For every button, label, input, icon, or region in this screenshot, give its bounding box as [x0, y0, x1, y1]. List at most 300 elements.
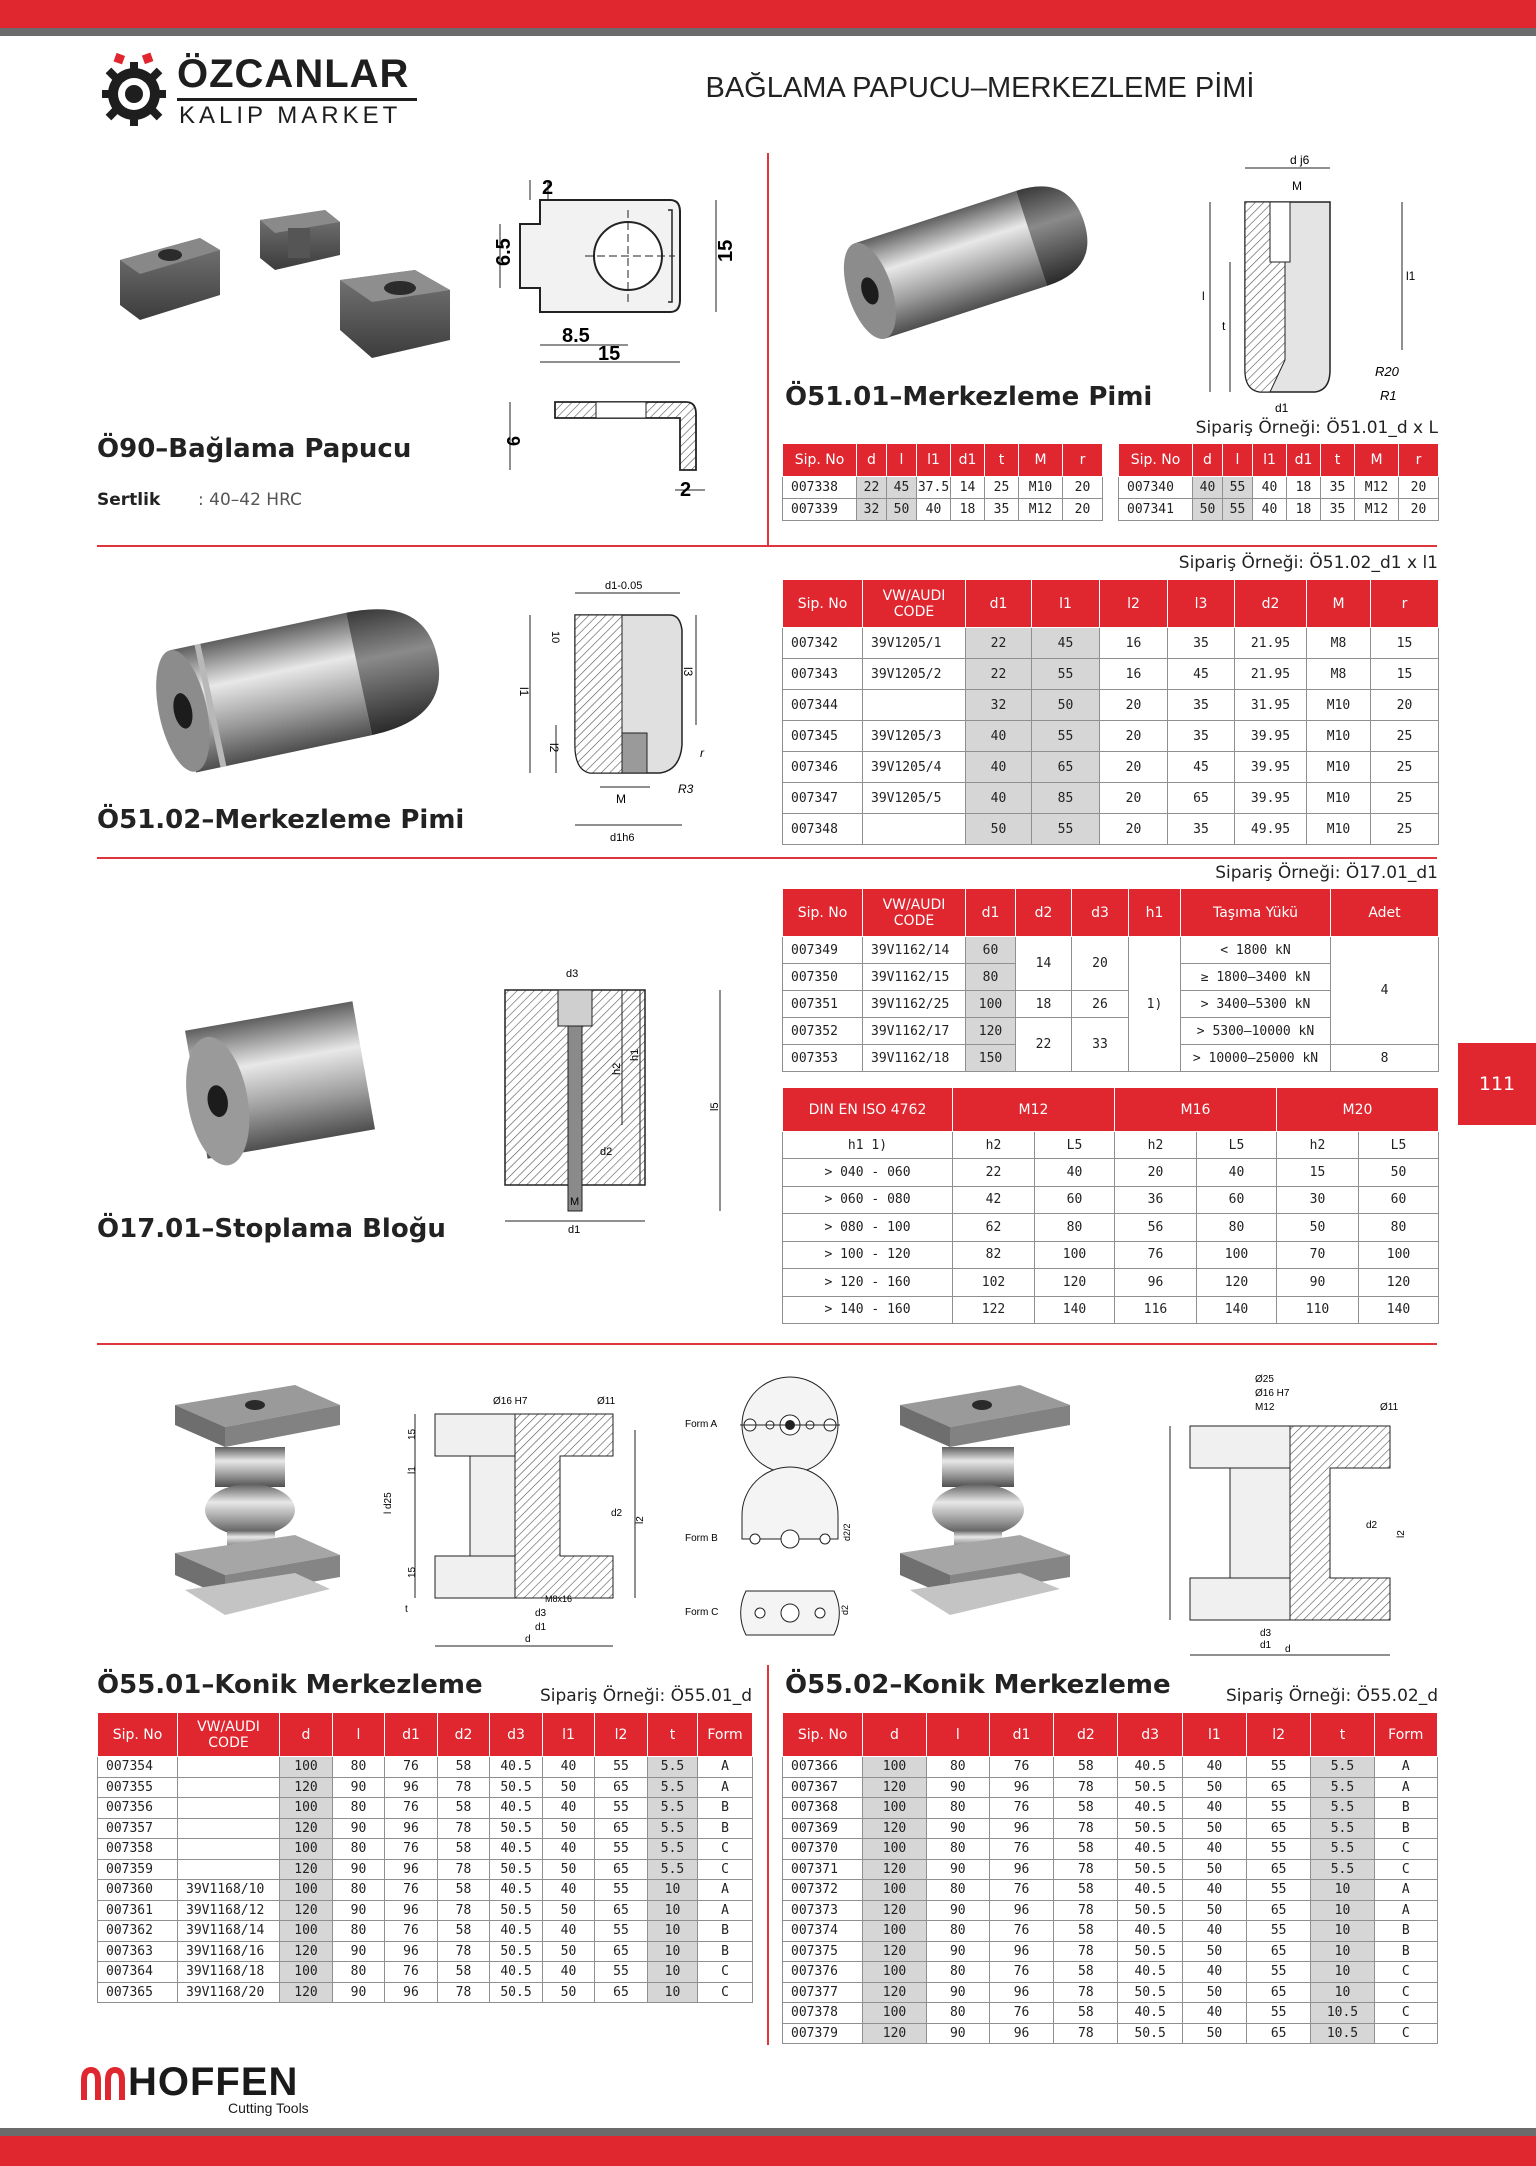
konik-5502-product-image	[890, 1375, 1080, 1630]
table-cell: 100	[280, 1798, 333, 1819]
label-m: M	[616, 792, 626, 806]
table-cell: 120	[863, 1982, 926, 2003]
table-cell: M12	[1355, 499, 1399, 521]
label-r3: R3	[678, 782, 694, 796]
table-cell: > 040 - 060	[783, 1159, 953, 1187]
pin-5101-product-image	[835, 170, 1095, 350]
table-cell: C	[1374, 1962, 1437, 1983]
table-cell: 10	[1311, 1982, 1374, 2003]
table-cell: 39.95	[1235, 783, 1307, 814]
table-cell: 007339	[783, 499, 857, 521]
table-cell: 40.5	[490, 1921, 543, 1942]
table-cell: A	[698, 1777, 753, 1798]
table-cell: 100	[863, 1839, 926, 1860]
header-cell: Form	[1374, 1713, 1437, 1757]
label-d2: d2	[611, 1508, 623, 1519]
table-cell: 55	[1247, 1798, 1311, 1819]
top-red-bar	[0, 0, 1536, 28]
table-cell: 78	[1054, 1818, 1118, 1839]
label-l2: l2	[1396, 1530, 1407, 1538]
table-cell: C	[1374, 1859, 1437, 1880]
table-cell: 50.5	[490, 1941, 543, 1962]
table-cell: 50.5	[1118, 1777, 1182, 1798]
table-cell: 96	[989, 1818, 1053, 1839]
header-cell: d1	[951, 444, 985, 477]
table-cell: 58	[1054, 1880, 1118, 1901]
table-cell: M10	[1307, 814, 1371, 845]
label-form-a: Form A	[685, 1419, 718, 1430]
table-cell: 31.95	[1235, 690, 1307, 721]
header-cell: d3	[490, 1713, 543, 1757]
table-cell: 58	[1054, 1798, 1118, 1819]
label-dj6: d j6	[1290, 153, 1310, 167]
header-cell: M	[1355, 444, 1399, 477]
table-cell: 25	[985, 477, 1019, 499]
s5101-table-a	[782, 443, 1103, 521]
label-form-c: Form C	[685, 1607, 719, 1618]
table-cell: 122	[953, 1296, 1035, 1324]
table-cell: 39V1162/15	[863, 964, 966, 991]
table-cell: 50	[1193, 499, 1223, 521]
table-cell: 35	[1168, 628, 1235, 659]
table-cell: 96	[989, 1900, 1053, 1921]
brand-logo	[95, 48, 425, 134]
table-cell: 007371	[783, 1859, 863, 1880]
table-cell: 5.5	[648, 1839, 698, 1860]
label-form-b: Form B	[685, 1533, 718, 1544]
table-cell: 39V1205/2	[863, 659, 966, 690]
table-cell: 50.5	[490, 1982, 543, 2003]
hardness-value: : 40–42 HRC	[198, 490, 302, 510]
table-cell: 007366	[783, 1757, 863, 1778]
label-l: l	[1202, 289, 1205, 303]
table-cell: 85	[1032, 783, 1100, 814]
header-cell: t	[1311, 1713, 1374, 1757]
footer-brand-name: HOFFEN	[128, 2060, 299, 2104]
din-header-cell: M16	[1115, 1088, 1277, 1132]
table-cell: 96	[989, 1941, 1053, 1962]
table-row	[783, 1839, 1438, 1860]
hoffen-logo-icon	[78, 2066, 128, 2102]
label-15a: 15	[407, 1428, 418, 1440]
label-t: t	[405, 1604, 408, 1615]
table-cell: 30	[1277, 1186, 1359, 1214]
table-cell: 58	[438, 1798, 490, 1819]
table-cell: 18	[1016, 991, 1072, 1018]
table-cell: 50.5	[1118, 1818, 1182, 1839]
table-cell: A	[1374, 1777, 1437, 1798]
table-cell: 007356	[98, 1798, 178, 1819]
table-cell: 76	[385, 1921, 438, 1942]
table-cell: 90	[333, 1777, 385, 1798]
table-cell: 20	[1063, 477, 1103, 499]
page-title: BAĞLAMA PAPUCU–MERKEZLEME PİMİ	[705, 72, 1255, 104]
label-l1: l1	[1406, 269, 1416, 283]
table-cell: 40.5	[1118, 1798, 1182, 1819]
table-cell: 40	[1182, 2003, 1246, 2024]
table-cell: M10	[1307, 783, 1371, 814]
table-cell: 45	[1032, 628, 1100, 659]
table-cell: 78	[438, 1777, 490, 1798]
table-cell: 78	[1054, 1982, 1118, 2003]
table-cell: 39V1168/16	[178, 1941, 280, 1962]
table-cell: A	[698, 1757, 753, 1778]
table-cell: A	[1374, 1880, 1437, 1901]
table-row	[98, 1921, 753, 1942]
table-row	[98, 1880, 753, 1901]
table-cell: 20	[1115, 1159, 1197, 1187]
din-header-cell: M20	[1277, 1088, 1439, 1132]
table-cell: 40	[1253, 477, 1287, 499]
logo-top-text: ÖZCANLAR	[177, 52, 410, 96]
table-row	[783, 1921, 1438, 1942]
label-l2: l2	[547, 743, 561, 753]
table-cell: 100	[863, 1962, 926, 1983]
table-cell	[863, 690, 966, 721]
table-cell: 80	[926, 2003, 989, 2024]
s5501-order: Sipariş Örneği: Ö55.01_d	[540, 1686, 752, 1706]
table-cell: 35	[985, 499, 1019, 521]
table-cell: 58	[438, 1757, 490, 1778]
table-cell: 80	[926, 1962, 989, 1983]
table-cell: 90	[333, 1982, 385, 2003]
table-cell: 007342	[783, 628, 863, 659]
din-subheader-cell: h2	[1277, 1132, 1359, 1159]
table-cell: C	[698, 1962, 753, 1983]
table-cell: 120	[280, 1941, 333, 1962]
table-cell: 50	[543, 1982, 595, 2003]
table-cell: 22	[1016, 1018, 1072, 1072]
header-cell: l1	[543, 1713, 595, 1757]
table-cell: 40.5	[1118, 1921, 1182, 1942]
table-cell: 007354	[98, 1757, 178, 1778]
header-cell: r	[1063, 444, 1103, 477]
table-cell: 10	[1311, 1941, 1374, 1962]
table-cell: 76	[385, 1839, 438, 1860]
table-cell: 007372	[783, 1880, 863, 1901]
clamp-technical-drawing	[490, 170, 770, 510]
table-cell: > 5300–10000 kN	[1181, 1018, 1331, 1045]
table-cell: 120	[1197, 1269, 1277, 1297]
table-cell: 50	[1359, 1159, 1439, 1187]
table-cell: 40	[966, 721, 1032, 752]
table-cell: 90	[926, 2023, 989, 2044]
table-cell: ≥ 1800–3400 kN	[1181, 964, 1331, 991]
header-cell: r	[1371, 580, 1439, 628]
bottom-red-bar	[0, 2136, 1536, 2166]
table-cell: 007365	[98, 1982, 178, 2003]
table-cell: 120	[280, 1818, 333, 1839]
table-cell: 5.5	[648, 1777, 698, 1798]
header-cell: Sip. No	[1119, 444, 1193, 477]
header-cell: l2	[1247, 1713, 1311, 1757]
table-row	[783, 1214, 1439, 1242]
table-cell: 100	[280, 1839, 333, 1860]
table-cell: 96	[385, 1900, 438, 1921]
top-grey-bar	[0, 28, 1536, 36]
table-cell: 78	[438, 1900, 490, 1921]
table-cell: 007340	[1119, 477, 1193, 499]
s5502-order: Sipariş Örneği: Ö55.02_d	[1226, 1686, 1438, 1706]
table-cell: 007370	[783, 1839, 863, 1860]
table-cell: 76	[989, 1880, 1053, 1901]
table-cell: 96	[385, 1859, 438, 1880]
table-cell: 32	[966, 690, 1032, 721]
table-cell: M10	[1307, 721, 1371, 752]
table-cell: 65	[1247, 1859, 1311, 1880]
table-cell: B	[698, 1941, 753, 1962]
table-cell: 10	[648, 1962, 698, 1983]
table-cell: 40	[1193, 477, 1223, 499]
table-cell: 14	[951, 477, 985, 499]
table-cell: 40	[1197, 1159, 1277, 1187]
label-o11: Ø11	[597, 1396, 616, 1407]
table-cell: 10	[648, 1941, 698, 1962]
table-cell: 20	[1371, 690, 1439, 721]
table-cell: 65	[1168, 783, 1235, 814]
table-cell: 007363	[98, 1941, 178, 1962]
table-cell: 007379	[783, 2023, 863, 2044]
label-m12: M12	[1255, 1402, 1275, 1413]
table-cell: 40	[1035, 1159, 1115, 1187]
table-cell: 15	[1277, 1159, 1359, 1187]
din-subheader-cell: h1 1)	[783, 1132, 953, 1159]
table-cell: 80	[1197, 1214, 1277, 1242]
table-row	[783, 721, 1439, 752]
table-cell: M12	[1355, 477, 1399, 499]
table-cell: 102	[953, 1269, 1035, 1297]
table-row	[98, 1839, 753, 1860]
table-cell	[178, 1777, 280, 1798]
label-d1tol: d1-0.05	[605, 580, 643, 592]
din-subheader-cell: L5	[1197, 1132, 1277, 1159]
table-cell: 110	[1277, 1296, 1359, 1324]
s1701-title: Ö17.01–Stoplama Bloğu	[97, 1214, 446, 1244]
table-row	[783, 1880, 1438, 1901]
label-l5: l5	[709, 1102, 721, 1111]
table-cell: 140	[1197, 1296, 1277, 1324]
label-l1: l1	[407, 1466, 418, 1474]
table-cell: 39V1205/3	[863, 721, 966, 752]
table-cell: 50	[966, 814, 1032, 845]
table-cell: 007355	[98, 1777, 178, 1798]
table-cell: 65	[1247, 2023, 1311, 2044]
table-cell: 96	[385, 1818, 438, 1839]
table-row	[783, 1982, 1438, 2003]
table-cell: 20	[1100, 752, 1168, 783]
table-cell: 39V1168/18	[178, 1962, 280, 1983]
label-l1: l1	[517, 687, 531, 697]
table-cell: 007344	[783, 690, 863, 721]
table-cell: 007375	[783, 1941, 863, 1962]
s1701-order: Sipariş Örneği: Ö17.01_d1	[1215, 863, 1438, 883]
table-cell: 50.5	[1118, 2023, 1182, 2044]
table-cell: 007376	[783, 1962, 863, 1983]
table-cell: 40.5	[490, 1962, 543, 1983]
table-cell: 39.95	[1235, 721, 1307, 752]
table-cell: 120	[280, 1900, 333, 1921]
header-cell: Sip. No	[783, 580, 863, 628]
table-cell: 40	[1182, 1798, 1246, 1819]
table-cell: 10	[648, 1900, 698, 1921]
table-row	[783, 1941, 1438, 1962]
table-cell: 10	[1311, 1921, 1374, 1942]
table-cell: 76	[989, 1962, 1053, 1983]
table-cell: 007346	[783, 752, 863, 783]
header-cell: l2	[1100, 580, 1168, 628]
table-row	[783, 1818, 1438, 1839]
table-row	[783, 752, 1439, 783]
label-d3: d3	[1260, 1628, 1272, 1639]
header-cell: d	[280, 1713, 333, 1757]
table-cell: 007345	[783, 721, 863, 752]
table-cell: 40	[966, 752, 1032, 783]
table-cell: 100	[863, 1880, 926, 1901]
label-o16: Ø16 H7	[493, 1396, 528, 1407]
table-cell: 78	[438, 1859, 490, 1880]
label-r20: R20	[1375, 364, 1399, 379]
table-cell: 18	[1287, 477, 1321, 499]
table-cell: 60	[1359, 1186, 1439, 1214]
table-cell: 007357	[98, 1818, 178, 1839]
label-d: d	[1285, 1644, 1291, 1655]
label-10: 10	[549, 631, 561, 644]
table-cell: 62	[953, 1214, 1035, 1242]
table-cell: 50	[543, 1818, 595, 1839]
dim-b: 6.5	[493, 238, 515, 266]
table-cell	[863, 814, 966, 845]
clamp-product-image	[110, 200, 450, 370]
table-cell: 90	[1277, 1269, 1359, 1297]
table-cell: 22	[966, 659, 1032, 690]
table-cell: 16	[1100, 628, 1168, 659]
table-cell: 58	[1054, 2003, 1118, 2024]
table-cell: 39V1162/18	[863, 1045, 966, 1072]
footer-brand	[78, 2060, 338, 2120]
table-cell: 39.95	[1235, 752, 1307, 783]
table-cell: 120	[863, 1818, 926, 1839]
table-cell: 50	[543, 1859, 595, 1880]
table-cell: 100	[1035, 1241, 1115, 1269]
table-cell: 40	[543, 1839, 595, 1860]
table-cell: 80	[333, 1962, 385, 1983]
divider-h3	[97, 1343, 1437, 1345]
table-cell: 78	[1054, 2023, 1118, 2044]
table-cell: > 100 - 120	[783, 1241, 953, 1269]
table-cell: 007343	[783, 659, 863, 690]
table-cell: 80	[333, 1757, 385, 1778]
table-cell: 39V1162/25	[863, 991, 966, 1018]
table-row	[98, 1962, 753, 1983]
table-cell: 5.5	[1311, 1798, 1374, 1819]
table-row	[98, 1818, 753, 1839]
table-cell: 20	[1399, 477, 1439, 499]
table-cell: 80	[926, 1880, 989, 1901]
table-cell: 36	[1115, 1186, 1197, 1214]
table-cell: 78	[1054, 1859, 1118, 1880]
table-cell: 10.5	[1311, 2023, 1374, 2044]
table-cell: 007364	[98, 1962, 178, 1983]
table-cell: 76	[385, 1962, 438, 1983]
table-cell: > 140 - 160	[783, 1296, 953, 1324]
table-cell: 20	[1072, 937, 1129, 991]
table-cell: 80	[1035, 1214, 1115, 1242]
table-cell: 50	[1182, 1982, 1246, 2003]
table-cell: 40	[1182, 1757, 1246, 1778]
din-subheader-cell: h2	[953, 1132, 1035, 1159]
label-m8: M8x16	[545, 1594, 573, 1604]
table-cell: 35	[1321, 477, 1355, 499]
table-cell: 007338	[783, 477, 857, 499]
table-cell: 40.5	[1118, 1839, 1182, 1860]
table-cell: 40	[543, 1757, 595, 1778]
header-cell: d1	[1287, 444, 1321, 477]
header-cell: d	[863, 1713, 926, 1757]
header-cell: r	[1399, 444, 1439, 477]
table-cell: 90	[926, 1859, 989, 1880]
header-cell: l	[1223, 444, 1253, 477]
table-cell: 26	[1072, 991, 1129, 1018]
table-cell: 96	[989, 1777, 1053, 1798]
s5501-table	[97, 1712, 753, 2003]
table-cell: 55	[595, 1880, 648, 1901]
table-cell: 39V1168/20	[178, 1982, 280, 2003]
table-cell: 007349	[783, 937, 863, 964]
table-cell: 5.5	[1311, 1757, 1374, 1778]
table-cell: 78	[1054, 1900, 1118, 1921]
table-row	[783, 1859, 1438, 1880]
din-subheader-cell: h2	[1115, 1132, 1197, 1159]
table-cell: 39V1162/17	[863, 1018, 966, 1045]
table-cell: 80	[333, 1839, 385, 1860]
table-cell: 150	[966, 1045, 1016, 1072]
table-cell: 40	[1182, 1880, 1246, 1901]
table-cell: 40.5	[490, 1839, 543, 1860]
table-cell: 100	[863, 1921, 926, 1942]
table-cell: 65	[1247, 1900, 1311, 1921]
table-cell: 007341	[1119, 499, 1193, 521]
label-d1: d1	[1275, 401, 1289, 415]
table-cell	[178, 1859, 280, 1880]
table-cell: 007378	[783, 2003, 863, 2024]
label-d1: d1	[1260, 1640, 1272, 1651]
table-row	[783, 1777, 1438, 1798]
table-cell: 007352	[783, 1018, 863, 1045]
table-cell: 100	[1197, 1241, 1277, 1269]
table-cell: 42	[953, 1186, 1035, 1214]
table-cell: > 060 - 080	[783, 1186, 953, 1214]
table-row	[783, 1798, 1438, 1819]
table-cell: 50	[1182, 1818, 1246, 1839]
label-d1: d1	[535, 1622, 547, 1633]
s5501-title: Ö55.01–Konik Merkezleme	[97, 1670, 483, 1700]
table-cell: 120	[1359, 1269, 1439, 1297]
header-cell: l3	[1168, 580, 1235, 628]
label-d3: d3	[535, 1608, 547, 1619]
divider-v2	[767, 1665, 769, 2045]
table-cell: 50.5	[1118, 1900, 1182, 1921]
table-cell: 39V1205/1	[863, 628, 966, 659]
table-cell: 40	[543, 1880, 595, 1901]
s5102-order: Sipariş Örneği: Ö51.02_d1 x l1	[1178, 553, 1438, 573]
s090-title: Ö90–Bağlama Papucu	[97, 434, 412, 464]
dim-d: 8.5	[562, 325, 590, 347]
label-o11: Ø11	[1380, 1402, 1399, 1413]
s1701-header-cell: d3	[1072, 889, 1129, 937]
table-row	[783, 1962, 1438, 1983]
table-cell: M8	[1307, 659, 1371, 690]
table-cell: 96	[1115, 1269, 1197, 1297]
